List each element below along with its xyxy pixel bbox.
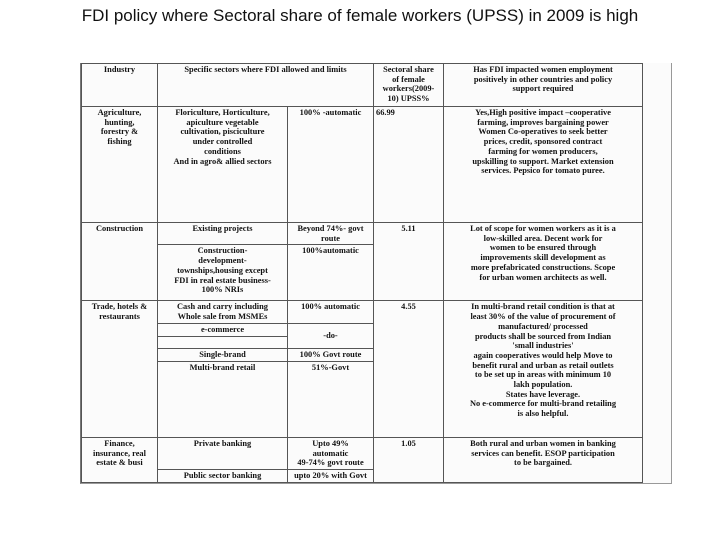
construction-share: 5.11 xyxy=(374,223,444,301)
trade-sector-single-brand: Single-brand xyxy=(158,349,288,362)
construction-limit-development: 100%automatic xyxy=(288,245,374,301)
trade-sector-cash-carry: Cash and carry including Whole sale from MSMEs xyxy=(158,301,288,324)
fdi-policy-table xyxy=(81,63,643,483)
agriculture-sectors: Floriculture, Horticulture, apiculture vegetable cultivation, pisciculture under controlled conditions And in agro& allied sectors xyxy=(158,107,288,223)
row-agriculture xyxy=(82,107,643,223)
construction-sector-development: Construction- development- townships,housing except FDI in real estate business- 100% NRIs xyxy=(158,245,288,301)
trade-impact: In multi-brand retail condition is that at least 30% of the value of procurement of manufactured/ processed products shall be sourced from Indian 'small industries' again cooperatives would help Move to benefit rural and urban as retail outlets to be set up in areas with minimum 10 lakh population. States have leverage. No e-commerce for multi-brand retailing is also helpful. xyxy=(444,301,643,437)
header-female-share: Sectoral share of female workers(2009- 10) UPSS% xyxy=(374,64,444,107)
agriculture-share: 66.99 xyxy=(374,107,444,223)
trade-share: 4.55 xyxy=(374,301,444,437)
trade-limit-cash-carry: 100% automatic xyxy=(288,301,374,324)
finance-sector-private: Private banking xyxy=(158,437,288,469)
trade-industry: Trade, hotels & restaurants xyxy=(82,301,158,437)
trade-sector-multi-brand: Multi-brand retail xyxy=(158,361,288,437)
trade-sector-ecommerce: e-commerce xyxy=(158,324,288,337)
construction-impact: Lot of scope for women workers as it is a low-skilled area. Decent work for women to be ensured through improvements skill development as more prefabricated constructions. Scope for urban women architects as well. xyxy=(444,223,643,301)
construction-industry: Construction xyxy=(82,223,158,301)
trade-sector-spacer xyxy=(158,337,288,349)
header-sectors: Specific sectors where FDI allowed and limits xyxy=(158,64,374,107)
row-construction xyxy=(82,223,643,245)
header-row xyxy=(82,64,643,107)
finance-share: 1.05 xyxy=(374,437,444,482)
trade-limit-ecommerce: -do- xyxy=(288,324,374,349)
header-industry: Industry xyxy=(82,64,158,107)
row-finance xyxy=(82,437,643,469)
agriculture-limit: 100% -automatic xyxy=(288,107,374,223)
slide-title: FDI policy where Sectoral share of female workers (UPSS) in 2009 is high xyxy=(81,6,639,25)
construction-sector-existing: Existing projects xyxy=(158,223,288,245)
trade-limit-single-brand: 100% Govt route xyxy=(288,349,374,362)
construction-limit-existing: Beyond 74%- govt route xyxy=(288,223,374,245)
agriculture-industry: Agriculture, hunting, forestry & fishing xyxy=(82,107,158,223)
agriculture-impact: Yes,High positive impact –cooperative farming, improves bargaining power Women Co-operatives to seek better prices, credit, sponsored contract farming for women producers, upskilling to support. Market extension services. Pepsico for tomato puree. xyxy=(444,107,643,223)
header-impact: Has FDI impacted women employment positively in other countries and policy support required xyxy=(444,64,643,107)
row-trade xyxy=(82,301,643,324)
finance-limit-public: upto 20% with Govt xyxy=(288,469,374,482)
finance-industry: Finance, insurance, real estate & busi xyxy=(82,437,158,482)
finance-limit-private: Upto 49% automatic 49-74% govt route xyxy=(288,437,374,469)
finance-impact: Both rural and urban women in banking services can benefit. ESOP participation to be bargained. xyxy=(444,437,643,482)
trade-limit-multi-brand: 51%-Govt xyxy=(288,361,374,437)
finance-sector-public: Public sector banking xyxy=(158,469,288,482)
